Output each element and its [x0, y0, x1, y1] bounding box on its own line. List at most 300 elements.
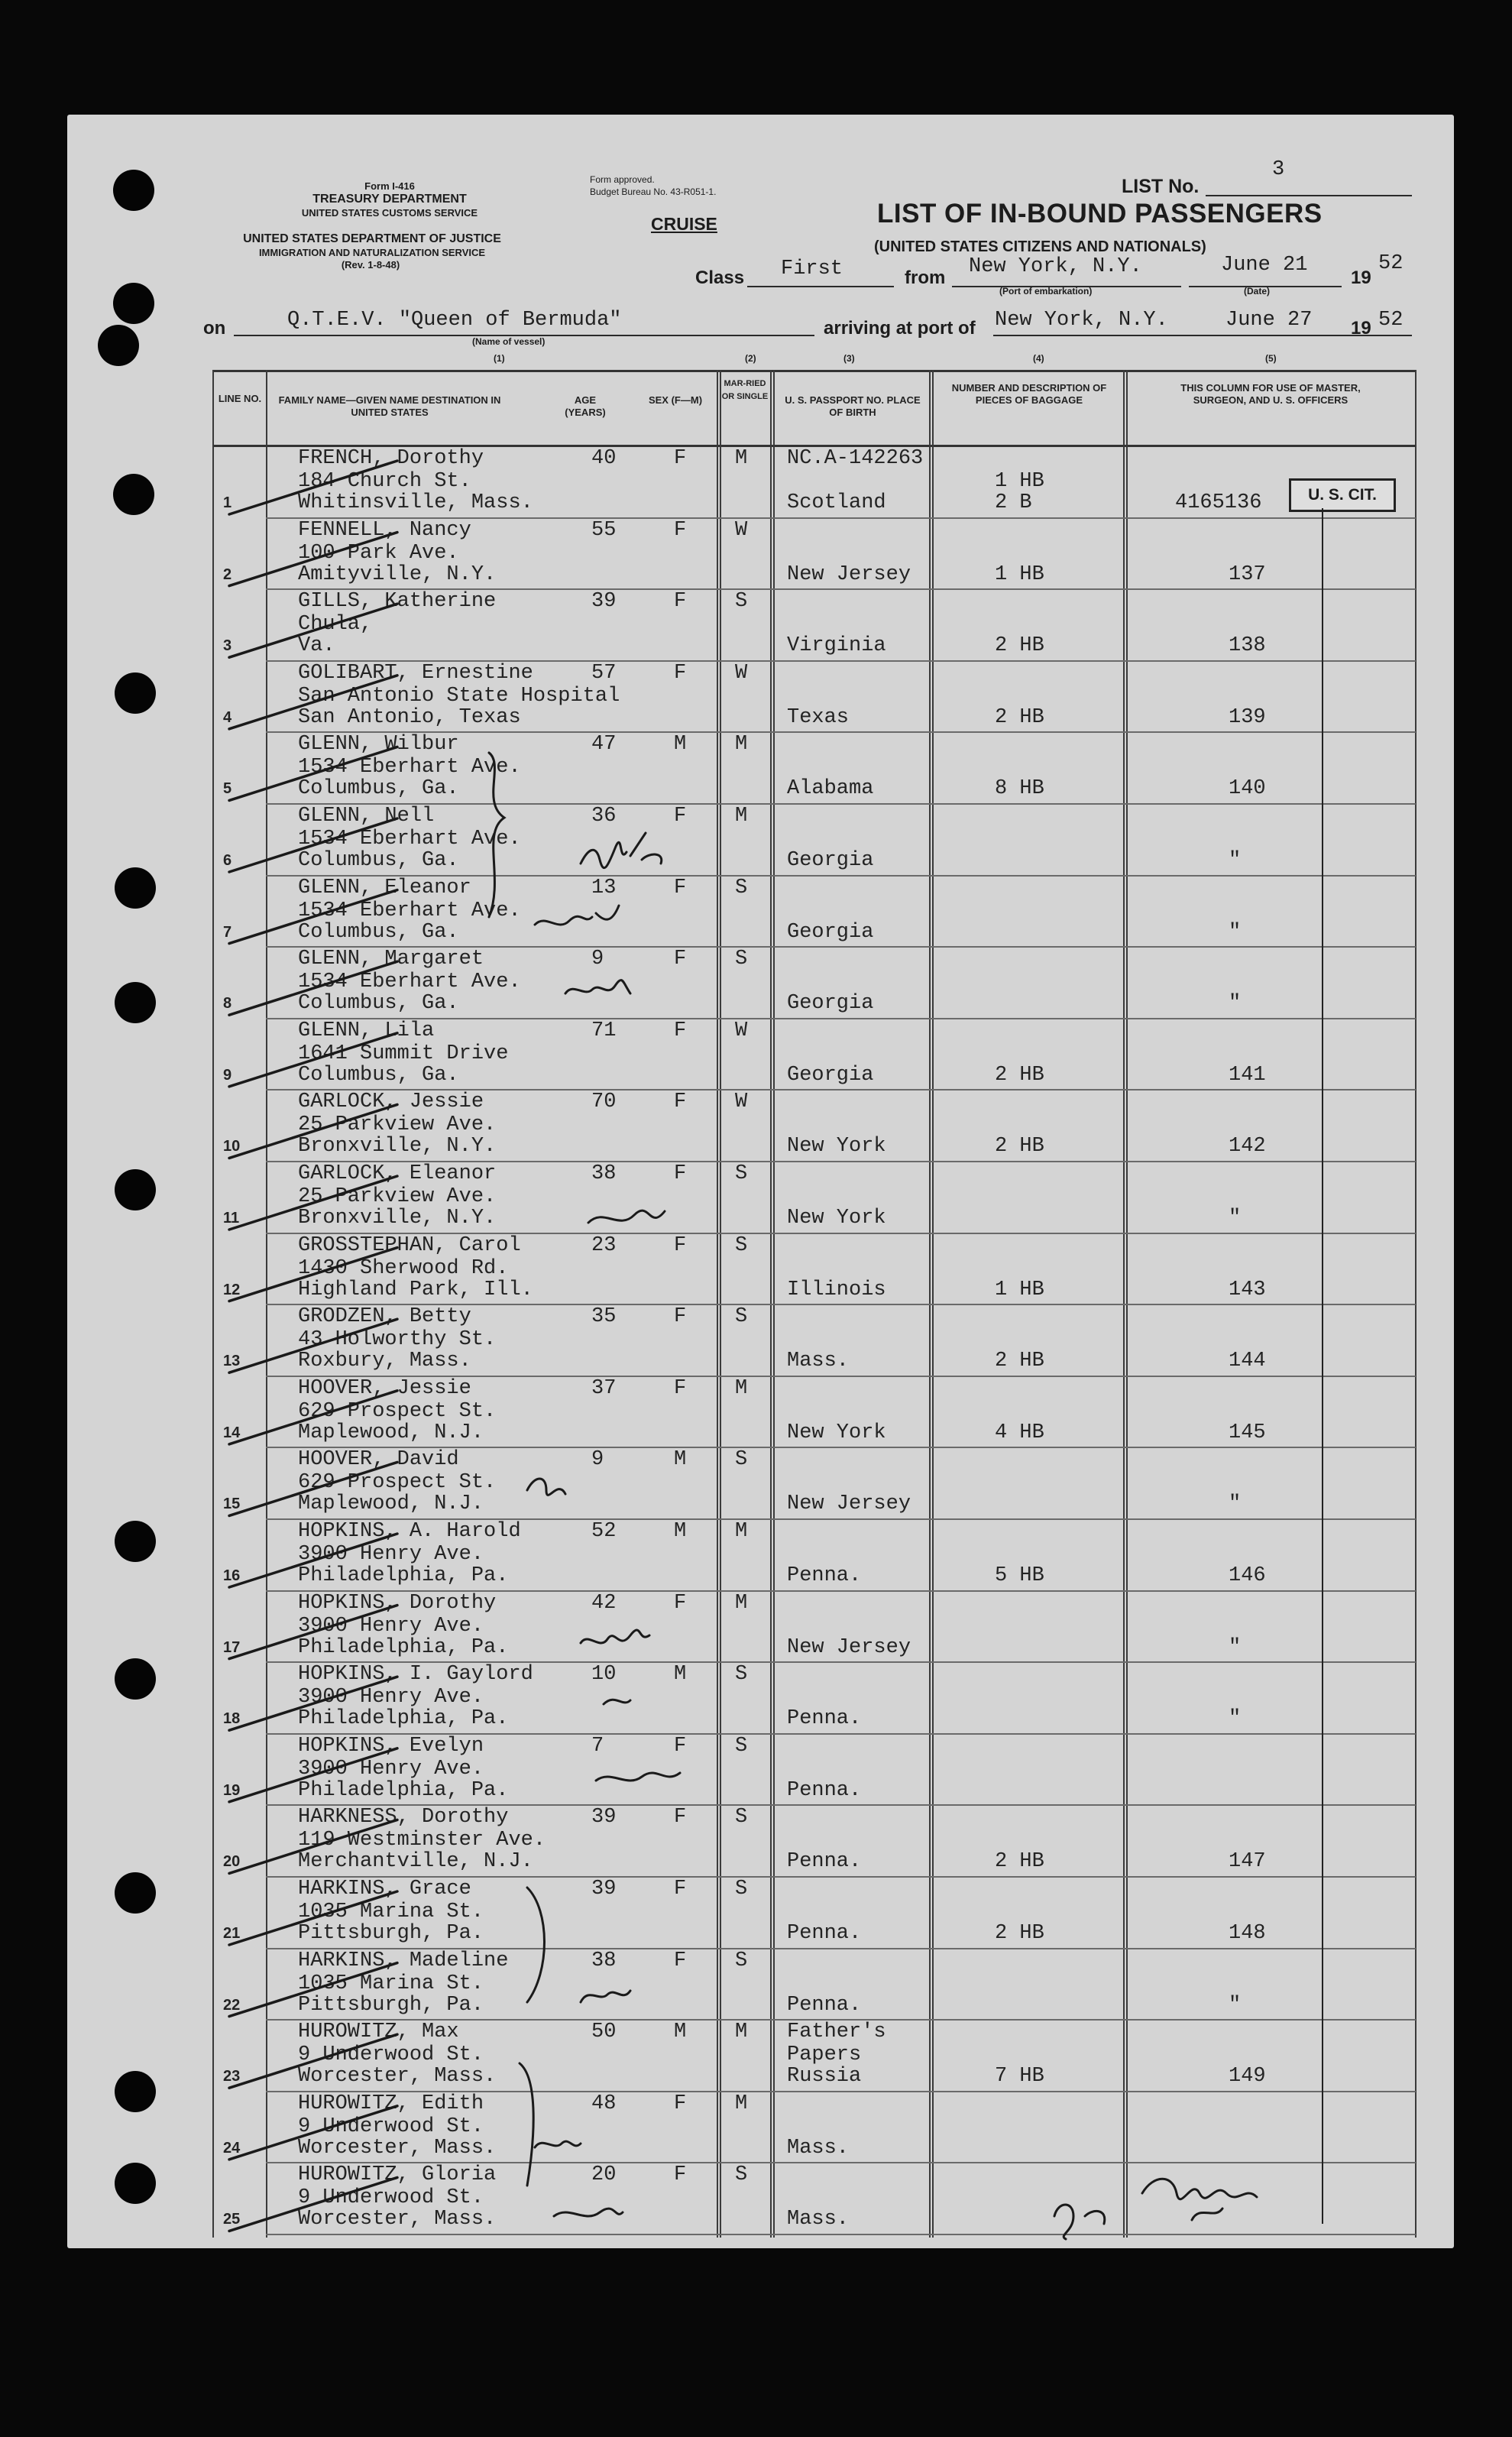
line-number: 22 [223, 1996, 241, 2014]
passenger-name: GRODZEN, Betty [298, 1305, 471, 1329]
list-title: LIST OF IN-BOUND PASSENGERS [877, 199, 1323, 228]
baggage-line-2: 7 HB [995, 2065, 1044, 2089]
address-line-1: 1534 Eberhart Ave. [298, 899, 521, 922]
checkmark-stroke [229, 1677, 397, 1730]
marital-status: S [735, 1734, 748, 1758]
marital-status: M [735, 1376, 748, 1400]
place-of-birth: New Jersey [787, 1635, 911, 1659]
line-number: 15 [223, 1496, 241, 1513]
age: 35 [591, 1305, 617, 1329]
place-of-birth: Mass. [787, 2136, 850, 2160]
address-line-2: Bronxville, N.Y. [298, 1135, 497, 1159]
marital-status: S [735, 1233, 748, 1257]
place-of-birth: Penna. [787, 1707, 862, 1731]
passport-line-2: Papers [787, 2043, 862, 2067]
place-of-birth: Penna. [787, 1993, 862, 2017]
place-of-birth: Scotland [787, 491, 886, 514]
from-year: 52 [1378, 252, 1404, 275]
age: 52 [591, 1520, 617, 1543]
marital-status: S [735, 1448, 748, 1472]
passenger-name: GLENN, Nell [298, 805, 435, 828]
passenger-name: GLENN, Eleanor [298, 876, 471, 899]
address-line-1: 1534 Eberhart Ave. [298, 828, 521, 851]
age: 36 [591, 805, 617, 828]
line-number: 8 [223, 995, 232, 1013]
arrival-date: June 27 [1225, 309, 1313, 332]
address-line-2: Columbus, Ga. [298, 777, 459, 801]
sex: F [674, 948, 687, 971]
officer-number: 145 [1229, 1421, 1266, 1444]
place-of-birth: Alabama [787, 777, 874, 801]
officer-number: " [1229, 1207, 1242, 1230]
cruise-label: CRUISE [651, 214, 717, 234]
age: 57 [591, 661, 617, 685]
officer-number: 146 [1229, 1564, 1266, 1587]
marital-status: M [735, 1591, 748, 1615]
checkmark-stroke [229, 890, 397, 944]
officer-number: " [1229, 1707, 1242, 1731]
address-line-2: Pittsburgh, Pa. [298, 1922, 484, 1945]
note-son-1 [527, 1479, 565, 1495]
address-line-1: 3900 Henry Ave. [298, 1686, 484, 1709]
checkmark-stroke [229, 1963, 397, 2017]
sex: F [674, 661, 687, 685]
place-of-birth: Penna. [787, 1778, 862, 1802]
checkmark-stroke [229, 1319, 397, 1372]
sex: F [674, 447, 687, 470]
on-label: on [203, 318, 226, 339]
address-line-2: Columbus, Ga. [298, 849, 459, 872]
address-line-2: Worcester, Mass. [298, 2208, 497, 2231]
note-daughter-3 [588, 1210, 665, 1223]
line-number: 24 [223, 2139, 241, 2157]
address-line-1: 1035 Marina St. [298, 1972, 484, 1995]
marital-status: S [735, 2163, 748, 2187]
marital-status: S [735, 1305, 748, 1329]
address-line-1: 119 Westminster Ave. [298, 1829, 546, 1852]
age: 55 [591, 518, 617, 542]
arrival-port: New York, N.Y. [995, 309, 1168, 332]
checkmark-stroke [229, 1248, 397, 1301]
note-wife-3 [535, 2141, 581, 2147]
officer-number: 138 [1229, 634, 1266, 658]
officer-number: 149 [1229, 2065, 1266, 2089]
age: 13 [591, 876, 617, 899]
officer-number: 139 [1229, 705, 1266, 729]
baggage-line-2: 8 HB [995, 777, 1044, 801]
from-date: June 21 [1221, 254, 1308, 277]
header-baggage: NUMBER AND DESCRIPTION OF PIECES OF BAGGAGE [951, 382, 1107, 406]
passport-number: Father's [787, 2021, 886, 2044]
place-of-birth: Penna. [787, 1922, 862, 1945]
header-sex: SEX (F—M) [648, 394, 703, 406]
column-number-1: (1) [494, 353, 505, 364]
line-number: 2 [223, 566, 232, 583]
sex: F [674, 1090, 687, 1114]
note-sister [581, 1991, 630, 2002]
sex: F [674, 2092, 687, 2115]
column-number-5: (5) [1265, 353, 1277, 364]
passenger-name: HUROWITZ, Max [298, 2021, 459, 2044]
officer-number: " [1229, 1492, 1242, 1516]
marital-status: M [735, 447, 748, 470]
address-line-2: Worcester, Mass. [298, 2136, 497, 2160]
marital-status: W [735, 661, 748, 685]
address-line-1: 3900 Henry Ave. [298, 1614, 484, 1638]
sex: F [674, 1734, 687, 1758]
note-wife-1 [581, 833, 662, 868]
baggage-line-2: 4 HB [995, 1421, 1044, 1444]
note-son-2 [604, 1700, 630, 1704]
line-number: 7 [223, 923, 232, 941]
address-line-1: 9 Underwood St. [298, 2115, 484, 2138]
form-number: Form I-416 [364, 180, 415, 192]
address-line-2: Columbus, Ga. [298, 1063, 459, 1087]
address-line-2: Worcester, Mass. [298, 2065, 497, 2089]
officer-number: " [1229, 849, 1242, 872]
address-line-2: Philadelphia, Pa. [298, 1778, 509, 1802]
sex: F [674, 590, 687, 614]
line-number: 20 [223, 1853, 241, 1871]
address-line-1: 9 Underwood St. [298, 2043, 484, 2067]
line-number: 11 [223, 1210, 240, 1227]
header-age: AGE (YEARS) [565, 394, 606, 418]
checkmark-stroke [229, 2034, 397, 2088]
line-number: 3 [223, 637, 232, 655]
note-daughter-1 [535, 906, 619, 925]
family-brace-glenn [489, 753, 504, 917]
officer-number: 147 [1229, 1850, 1266, 1874]
place-of-birth: Mass. [787, 1350, 850, 1373]
line-number: 19 [223, 1781, 241, 1799]
column-number-3: (3) [843, 353, 855, 364]
passenger-name: HOPKINS, Evelyn [298, 1734, 484, 1758]
baggage-line-2: 1 HB [995, 562, 1044, 586]
address-line-1: 1641 Summit Drive [298, 1042, 509, 1065]
passenger-name: GLENN, Margaret [298, 948, 484, 971]
address-line-2: Roxbury, Mass. [298, 1350, 471, 1373]
header-name: FAMILY NAME—GIVEN NAME DESTINATION IN UNITED STATES [278, 394, 501, 418]
age: 39 [591, 1878, 617, 1901]
class-label: Class [695, 267, 745, 288]
passenger-name: GROSSTEPHAN, Carol [298, 1233, 521, 1257]
address-line-2: Maplewood, N.J. [298, 1421, 484, 1444]
address-line-1: 43 Holworthy St. [298, 1328, 497, 1352]
address-line-2: Va. [298, 634, 335, 658]
marital-status: S [735, 1162, 748, 1185]
place-of-birth: New York [787, 1421, 886, 1444]
line-number: 14 [223, 1424, 241, 1441]
header-passport: U. S. PASSPORT NO. PLACE OF BIRTH [785, 394, 921, 418]
marital-status: S [735, 1949, 748, 1972]
age: 39 [591, 590, 617, 614]
list-no-value: 3 [1272, 158, 1285, 181]
marital-status: S [735, 590, 748, 614]
note-initial [1054, 2205, 1105, 2239]
vessel-name: Q.T.E.V. "Queen of Bermuda" [287, 309, 622, 332]
place-of-birth: Russia [787, 2065, 862, 2089]
sex: F [674, 1878, 687, 1901]
form-approved: Form approved. [590, 174, 655, 185]
sex: F [674, 1376, 687, 1400]
baggage-line-2: 2 HB [995, 634, 1044, 658]
age: 9 [591, 1448, 604, 1472]
checkmark-stroke [229, 1534, 397, 1587]
checkmark-stroke [229, 1606, 397, 1659]
from-port-caption: (Port of embarkation) [999, 286, 1093, 297]
passenger-name: HARKINS, Madeline [298, 1949, 509, 1972]
age: 38 [591, 1162, 617, 1185]
passenger-name: FENNELL, Nancy [298, 518, 471, 542]
line-number: 21 [223, 1925, 241, 1942]
passenger-name: FRENCH, Dorothy [298, 447, 484, 470]
place-of-birth: Georgia [787, 920, 874, 944]
us-citizen-stamp: U. S. CIT. [1289, 478, 1396, 512]
place-of-birth: Illinois [787, 1278, 886, 1301]
address-line-2: Pittsburgh, Pa. [298, 1993, 484, 2017]
address-line-2: San Antonio, Texas [298, 705, 521, 729]
baggage-line-2: 2 HB [995, 1135, 1044, 1159]
marital-status: S [735, 948, 748, 971]
place-of-birth: Georgia [787, 1063, 874, 1087]
marital-status: M [735, 733, 748, 757]
place-of-birth: New Jersey [787, 562, 911, 586]
checkmark-stroke [229, 2177, 397, 2231]
justice-department: UNITED STATES DEPARTMENT OF JUSTICE [243, 232, 501, 245]
from-port: New York, N.Y. [969, 255, 1142, 278]
sex: F [674, 1162, 687, 1185]
passenger-name: GOLIBART, Ernestine [298, 661, 533, 685]
checkmark-stroke [229, 604, 397, 657]
passenger-name: HUROWITZ, Edith [298, 2092, 484, 2115]
officer-number: 143 [1229, 1278, 1266, 1301]
line-number: 17 [223, 1638, 241, 1656]
address-line-1: 3900 Henry Ave. [298, 1757, 484, 1781]
age: 38 [591, 1949, 617, 1972]
age: 10 [591, 1663, 617, 1687]
place-of-birth: New Jersey [787, 1492, 911, 1516]
baggage-line-2: 2 HB [995, 705, 1044, 729]
line-number: 5 [223, 780, 232, 798]
passenger-name: GARLOCK, Eleanor [298, 1162, 497, 1185]
address-line-2: Columbus, Ga. [298, 920, 459, 944]
from-label: from [905, 267, 946, 288]
checkmark-stroke [229, 961, 397, 1015]
address-line-1: 25 Parkview Ave. [298, 1185, 497, 1208]
passenger-name: GLENN, Wilbur [298, 733, 459, 757]
passenger-name: GARLOCK, Jessie [298, 1090, 484, 1114]
immigration-service: IMMIGRATION AND NATURALIZATION SERVICE [258, 247, 486, 258]
baggage-line-2: 2 B [995, 491, 1032, 514]
sex: F [674, 876, 687, 899]
checkmark-stroke [229, 747, 397, 800]
checkmark-stroke [229, 1176, 397, 1230]
baggage-line-2: 2 HB [995, 1350, 1044, 1373]
header-line-no: LINE NO. [218, 393, 262, 404]
address-line-2: Maplewood, N.J. [298, 1492, 484, 1516]
line-number: 1 [223, 494, 232, 511]
place-of-birth: New York [787, 1135, 886, 1159]
note-daughter-2 [565, 980, 630, 993]
address-line-1: 25 Parkview Ave. [298, 1113, 497, 1137]
sex: M [674, 1448, 687, 1472]
checkmark-stroke [229, 1462, 397, 1515]
age: 23 [591, 1233, 617, 1257]
marital-status: M [735, 1520, 748, 1543]
marital-status: M [735, 2021, 748, 2044]
line-number: 12 [223, 1281, 241, 1298]
checkmark-stroke [229, 1391, 397, 1444]
sex: M [674, 733, 687, 757]
address-line-2: Columbus, Ga. [298, 992, 459, 1016]
sex: F [674, 1949, 687, 1972]
officer-number: 137 [1229, 562, 1266, 586]
marital-status: M [735, 2092, 748, 2115]
checkmark-stroke [229, 461, 397, 514]
line-number: 23 [223, 2068, 241, 2085]
passenger-name: HOPKINS, I. Gaylord [298, 1663, 533, 1687]
line-number: 4 [223, 708, 232, 726]
from-date-caption: (Date) [1244, 286, 1271, 297]
officer-number: 142 [1229, 1135, 1266, 1159]
age: 48 [591, 2092, 617, 2115]
address-line-1: 1035 Marina St. [298, 1901, 484, 1923]
passenger-name: HOOVER, Jessie [298, 1376, 471, 1400]
arrival-year: 52 [1378, 309, 1404, 332]
sex: F [674, 1019, 687, 1042]
address-line-2: Philadelphia, Pa. [298, 1707, 509, 1731]
marital-status: M [735, 805, 748, 828]
list-no-label: LIST No. [1122, 176, 1200, 197]
marital-status: S [735, 1806, 748, 1829]
line-number: 13 [223, 1353, 241, 1370]
checkmark-stroke [229, 1891, 397, 1945]
sex: M [674, 1520, 687, 1543]
marital-status: W [735, 1019, 748, 1042]
checkmark-stroke [229, 818, 397, 872]
baggage-line-2: 1 HB [995, 1278, 1044, 1301]
place-of-birth: Georgia [787, 849, 874, 872]
marital-status: S [735, 876, 748, 899]
line-number: 9 [223, 1066, 232, 1084]
address-line-1: Chula, [298, 613, 373, 637]
address-line-2: Philadelphia, Pa. [298, 1635, 509, 1659]
sex: F [674, 1591, 687, 1615]
address-line-1: 629 Prospect St. [298, 1471, 497, 1495]
family-brace-harkins [527, 1888, 545, 2002]
address-line-2: Philadelphia, Pa. [298, 1564, 509, 1587]
list-subtitle: (UNITED STATES CITIZENS AND NATIONALS) [874, 238, 1206, 255]
revision-date: (Rev. 1-8-48) [341, 259, 400, 271]
place-of-birth: Texas [787, 705, 850, 729]
customs-service: UNITED STATES CUSTOMS SERVICE [301, 207, 478, 219]
officer-number: 140 [1229, 777, 1266, 801]
note-daughter-4 [596, 1773, 680, 1781]
note-daughter-5 [554, 2209, 623, 2216]
passenger-name: HOPKINS, Dorothy [298, 1591, 497, 1615]
checkmark-stroke [229, 676, 397, 729]
place-of-birth: New York [787, 1207, 886, 1230]
address-line-1: 9 Underwood St. [298, 2186, 484, 2210]
age: 39 [591, 1806, 617, 1829]
baggage-line-2: 5 HB [995, 1564, 1044, 1587]
line-number: 25 [223, 2211, 241, 2228]
age: 7 [591, 1734, 604, 1758]
officer-number: 141 [1229, 1063, 1266, 1087]
column-number-2: (2) [745, 353, 756, 364]
address-line-2: Bronxville, N.Y. [298, 1207, 497, 1230]
sex: F [674, 1233, 687, 1257]
passport-number: NC.A-142263 [787, 447, 924, 470]
address-line-1: 1534 Eberhart Ave. [298, 971, 521, 994]
sex: F [674, 1806, 687, 1829]
officer-number: " [1229, 992, 1242, 1016]
officer-number: " [1229, 1993, 1242, 2017]
age: 70 [591, 1090, 617, 1114]
vessel-caption: (Name of vessel) [472, 336, 546, 347]
arriving-label: arriving at port of [824, 318, 976, 339]
address-line-1: 1430 Sherwood Rd. [298, 1256, 509, 1280]
age: 20 [591, 2163, 617, 2187]
address-line-1: 100 Park Ave. [298, 541, 459, 565]
place-of-birth: Georgia [787, 992, 874, 1016]
passenger-name: GLENN, Lila [298, 1019, 435, 1042]
header-marital: MAR-RIED OR SINGLE [721, 379, 769, 401]
line-number: 10 [223, 1138, 241, 1155]
age: 47 [591, 733, 617, 757]
line-number: 16 [223, 1567, 241, 1584]
line-number: 18 [223, 1710, 241, 1728]
sex: F [674, 805, 687, 828]
header-officers: THIS COLUMN FOR USE OF MASTER, SURGEON, AND U. S. OFFICERS [1180, 382, 1361, 406]
note-wife-2 [581, 1630, 649, 1643]
address-line-2: Highland Park, Ill. [298, 1278, 533, 1301]
sex: F [674, 1305, 687, 1329]
family-brace-hurowitz [520, 2063, 533, 2186]
age: 71 [591, 1019, 617, 1042]
passenger-name: HUROWITZ, Gloria [298, 2163, 497, 2187]
sex: M [674, 2021, 687, 2044]
baggage-line-2: 2 HB [995, 1922, 1044, 1945]
address-line-2: Amityville, N.Y. [298, 562, 497, 586]
place-of-birth: Penna. [787, 1850, 862, 1874]
from-year-prefix: 19 [1351, 267, 1371, 288]
marital-status: W [735, 1090, 748, 1114]
age: 42 [591, 1591, 617, 1615]
passenger-name: HARKINS, Grace [298, 1878, 471, 1901]
passenger-name: HOOVER, David [298, 1448, 459, 1472]
age: 37 [591, 1376, 617, 1400]
checkmark-stroke [229, 1820, 397, 1873]
checkmark-stroke [229, 533, 397, 586]
age: 40 [591, 447, 617, 470]
marital-status: S [735, 1878, 748, 1901]
line-number: 6 [223, 852, 232, 869]
baggage-line-2: 2 HB [995, 1063, 1044, 1087]
officer-number: " [1229, 1635, 1242, 1659]
sex: M [674, 1663, 687, 1687]
place-of-birth: Mass. [787, 2208, 850, 2231]
age: 50 [591, 2021, 617, 2044]
officer-number: 4165136 [1175, 491, 1262, 514]
passenger-name: HOPKINS, A. Harold [298, 1520, 521, 1543]
baggage-line-1: 1 HB [995, 470, 1044, 493]
age: 9 [591, 948, 604, 971]
column-number-4: (4) [1033, 353, 1044, 364]
sex: F [674, 2163, 687, 2187]
note-signature [1142, 2179, 1257, 2220]
class-value: First [781, 258, 843, 280]
